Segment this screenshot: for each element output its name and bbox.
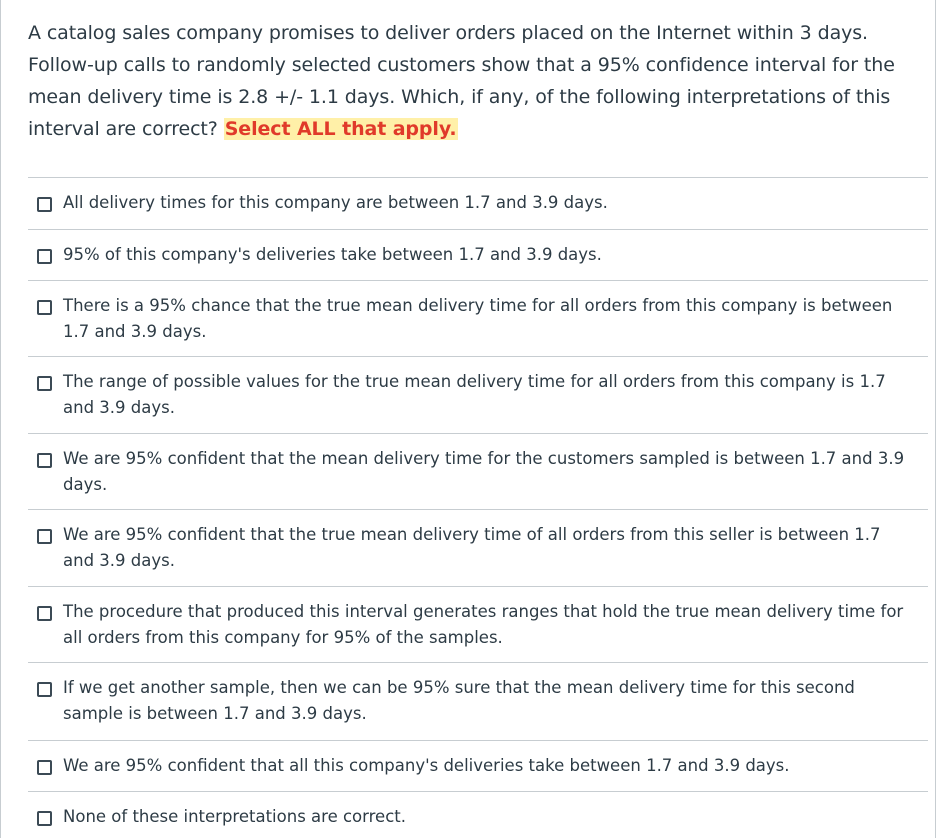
checkbox[interactable] bbox=[37, 682, 52, 697]
answer-list bbox=[28, 177, 928, 840]
answer-label: We are 95% confident that all this company's deliveries take between 1.7 and 3.9 days. bbox=[63, 756, 790, 775]
checkbox[interactable] bbox=[37, 811, 52, 826]
answer-label: 95% of this company's deliveries take between 1.7 and 3.9 days. bbox=[63, 245, 602, 264]
answer-option[interactable] bbox=[28, 281, 928, 357]
answer-option[interactable] bbox=[28, 510, 928, 587]
answer-label: We are 95% confident that the mean delivery time for the customers sampled is between 1.7 and 3.9 days. bbox=[63, 449, 905, 494]
answer-option[interactable] bbox=[28, 230, 928, 281]
checkbox[interactable] bbox=[37, 529, 52, 544]
checkbox[interactable] bbox=[37, 376, 52, 391]
answer-option[interactable] bbox=[28, 434, 928, 510]
answer-label: The procedure that produced this interval generates ranges that hold the true mean delivery time for all orders from this company for 95% of the samples. bbox=[63, 602, 904, 647]
answer-option[interactable] bbox=[28, 178, 928, 230]
answer-option[interactable] bbox=[28, 792, 928, 840]
answer-label: None of these interpretations are correct. bbox=[63, 807, 406, 826]
answer-label: We are 95% confident that the true mean delivery time of all orders from this seller is between 1.7 and 3.9 days. bbox=[63, 525, 881, 570]
answer-label: The range of possible values for the true mean delivery time for all orders from this company is 1.7 and 3.9 days. bbox=[63, 372, 886, 417]
checkbox[interactable] bbox=[37, 249, 52, 264]
select-all-instruction: Select ALL that apply. bbox=[224, 118, 457, 140]
answer-label: All delivery times for this company are between 1.7 and 3.9 days. bbox=[63, 193, 608, 212]
checkbox[interactable] bbox=[37, 453, 52, 468]
answer-option[interactable] bbox=[28, 741, 928, 792]
answer-option[interactable] bbox=[28, 587, 928, 663]
checkbox[interactable] bbox=[37, 300, 52, 315]
answer-option[interactable] bbox=[28, 357, 928, 434]
answer-label: If we get another sample, then we can be 95% sure that the mean delivery time for this second sample is between 1.7 and 3.9 days. bbox=[63, 678, 855, 723]
question-text: A catalog sales company promises to deliver orders placed on the Internet within 3 days. Follow-up calls to randomly selected customers show that a 95% confidence interval for the mean delivery time is 2.8 +/- 1.1 days. Which, if any, of the following interpretations of this interval are correct? bbox=[28, 22, 895, 140]
checkbox[interactable] bbox=[37, 760, 52, 775]
answer-option[interactable] bbox=[28, 663, 928, 741]
answer-label: There is a 95% chance that the true mean delivery time for all orders from this company is between 1.7 and 3.9 days. bbox=[63, 296, 893, 341]
checkbox[interactable] bbox=[37, 606, 52, 621]
checkbox[interactable] bbox=[37, 197, 52, 212]
question-prompt bbox=[28, 17, 923, 145]
